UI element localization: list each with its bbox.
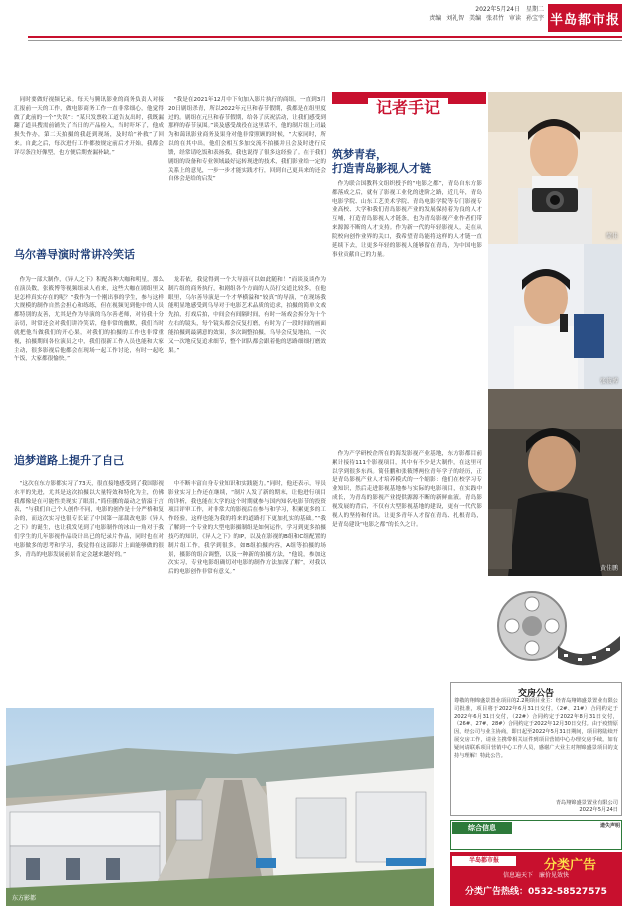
section2-column-2: 中不断丰富自身专业知识和实践能力。”同时，他还表示，导员影业实习上作还在继续，“制片人发了新的期末，让他进行项目的详析，我也能在大学的这个时期就参与国内知名电影节的投资项目评审工作，对非常大的影视后在参与和学习，积累更多的工作经验，这样也能为我的将来的道路打下更加扎实的基础。”“我了解到一个专业的大型电影摄制组是如何运作，学习到更多拍摄技巧的知识，《异人之下》的IP，以及在影视的B组和C组配置的制片组工作，我学到很多，如B组拍摄内容，A组等拍摄的场景，摄影的组合调整，以及一种新的拍摄方法，“他说，参加这次实习，专业电影组确切对电影的制作方法加深了解”，对我以后的电影创作非常有意义。” <box>168 481 326 576</box>
studio-aerial-image <box>6 708 434 906</box>
photo-credit: 东方影都 <box>12 895 37 902</box>
reporter-note-label: 记者手记 <box>368 98 448 118</box>
portrait-photo-2 <box>488 244 622 389</box>
section-heading-2: 追梦道路上提升了自己 <box>14 454 124 467</box>
classified-brand-tag: 半岛都市报 <box>452 856 516 866</box>
classified-subtitle: 信息遍天下 廉价见效快 <box>502 872 569 879</box>
film-reel-icon <box>488 576 622 678</box>
intro-column-2: “我是在2021年12月中下旬加入影片执行的商组，一直到3月20日剧组杀青，所以2022年元旦和春节假期，我都是在组里度过的。剧组在元旦和春节假期，给各了庆祝活动，让我们感受到那样的春节氛围。”谈及感受战役在这里话不，他的制片组上司最为和蔼讯影业商务及果身对他非常照顾的时候，“大家同时，所以的在其中出，他们会相互多加交流不拍摄并且会及时进行反馈，经常请吃饭和表扬我，我也说得了很多这经验了。在于我们剧组的设备和专业领域最好运转现进的技术，我们影业给一定的关系上的意见，一步一步才能实践才行，回到自己更具来的还会自体会是给的启发” <box>168 97 326 183</box>
portrait-caption-2: 张筱博 <box>599 378 618 385</box>
section1-column-2: 龙若依，我觉得到一个大导演可以如此随和！”而谈及谈作为制片组的商务执行，和剧组各个方面的人员打交道比较多，在他眼里，乌尔善导演是一个才华横溢和“较真”的导演，“在现场我能明显地感受到乌导对于电影艺术品质的追求，拍摄的简单文戏先拍，打戏后拍，中间会有间隔时间，有时一场戏会拆分为十个左右的镜头，每个镜头都会反复打磨，有时为了一段时间的画面能拍摄到最满意的效果，多次调整拍摄，乌导会反复地拍，一次又一次地反复追求细节，整个团队都会跟着他的思路细细打磨效果。” <box>168 277 326 354</box>
film-reel-illustration <box>488 576 622 678</box>
header-rule-thin <box>28 40 622 41</box>
section2-column-1: “这次在东方影都实习了73天，很直接地感受到了我国影视水平的先进，尤其是这次拍摄以大量特效和特化为主，仿佛我都像是在可能性美现实了眼泪。”简佳鹏的最动之情溢于言表，“与我们自己个人创作不同，电影的创作是十分严格和复杂的，而这次实习也很专长证了中国第一部裁改电影《异人之下》的诞生，也让我发见到了电影制作的冰山一角对于我们学生的几年影视作品设计出已的纪录片作品，同时也在对电影做多的思考和学习，我觉得在这部影片上面能够做的很多，青岛的电影发展前景肯定会越来越好的。” <box>14 481 164 558</box>
portrait-caption-3: 黄佳鹏 <box>599 565 618 572</box>
general-info-title: 综合信息 <box>452 822 512 834</box>
intro-column-1: 同时要做好视频记录。每天与腾讯影业的商务负责人对接汇报前一天的工作，做电影商务工作一直非常细心，他觉得做了此前的一个“失误”：“某只发票收工道告友出时，我既漏翻了道具搜需前铺失了当日的产品检入，当时吓坏了，他成损失作办，第二天拍摄的我赶到现场，及时给“补救”了回来。自此之后，每次进行工作都按规定前后才开始，我都会详尽条注好像型，也方便后期查漏补缺。” <box>14 97 164 156</box>
portrait-photo-3 <box>488 389 622 576</box>
reporter-note-column-1: 作为联合国教科文组织授予的“电影之都”，青岛自东方影都落成之后，就有了影视工业化的进阶之路，近几年，青岛电影学院、山东工艺美术学院、青岛电影学院等专门影视专业高校、大学和我们青岛影视产业的发展保持着为良的人才互哺，打造青岛影视人才链条，也为青岛影视产业作者们带来源源不断的人才支持。作为新一代的年轻影视人，走在从院校向创作业界的关口，我希望青岛能将这样的人才链一直延续下去，让更多年轻的影视人能够留在青岛，为中国电影事业贡献自己的力量。 <box>332 181 482 258</box>
section1-column-1: 作为一部大制作，《异人之下》积配各种大咖和明星，那么在演员数，张筱博等视频组录人看来，这些大咖在剧组里又是怎样真实存在的呢？“我作为一个刚出事的学生，参与这样大规模的制作自然会担心和练练，但在视频见到他中的人员都特别的友善，尤其是作为导演的乌尔善老师，对待我十分亲切，时常还会对我们讲冷笑话，他非常的幽默，我们当时就把他当做我们的开心果，对我们的拍摄的工作也非常重视，拍摄期间各位演员之中，我们很新工作人员也能和大家主动，很多影视后他都会在现场一起工作讨论，有时一起吃午饭，大家都很愉快。” <box>14 277 164 363</box>
portrait-photo-1 <box>488 92 622 244</box>
portrait-image-2 <box>488 244 622 389</box>
reporter-note-column-2: 作为产学研校企所在的海发影视产业基地，东方影都目前累计接待111个影视项目，其中有不少是大制作，在这里可以学到很多东西。简佳鹏和张筱博两位青年学子的经历，正是青岛影视产业人才培养模式的一个缩影：他们在校学习专业知识，然后走进影视基地参与实际的电影项目，在实践中成长，为青岛的影视产业提供源源不断的新鲜血液。青岛影视发展的背后，不仅有大型影视基地的建设，更有一代代影视人的坚持和付出。让更多青年人才留在青岛、扎根青岛，是青岛建设“电影之都”的长久之计。 <box>332 451 482 528</box>
masthead-logo: 半岛都市报 <box>548 4 622 32</box>
portrait-caption-1: 简佳 <box>605 233 618 240</box>
classified-hotline: 分类广告热线：0532-58527575 <box>465 887 607 897</box>
classified-title: 分类广告 <box>543 858 596 873</box>
announcement-body: 尊敬的翔锦盛景置业项目的2.2期项目业主：经青岛翔锦盛景置业有限公司批准，项目将于2022年6月31日交付，（2#、21#）合同约定于2022年6月31日交付，（22#）合同约定于2022年8月31日交付，（26#、27#、28#）合同约定于2022年12月30日交付。由于疫情原因，经公司与业主协商，即日起至2022年5月31日期间，项目将陆续开展交房工作，请业主携带相关证件到项目营销中心办理交房手续。如有疑问请联系项目营销中心工作人员，感谢广大业主对翔锦盛景项目的支持与理解！特此公告。 <box>454 698 618 759</box>
announcement-date: 2022年5月24日 <box>579 807 618 814</box>
portrait-image-1 <box>488 92 622 244</box>
portrait-image-3 <box>488 389 622 576</box>
announcement-title: 交房公告 <box>517 689 554 699</box>
announcement-company: 青岛翔锦盛景置业有限公司 <box>555 800 618 806</box>
lost-notice-label: 遗失声明 <box>599 823 620 829</box>
issue-date: 2022年5月24日 星期二 <box>475 6 544 13</box>
reporter-note-heading: 筑梦青春， 打造青岛影视人才链 <box>332 148 431 176</box>
editor-credits: 责编 刘礼智 美编 张君竹 审读 孙宝宇 <box>429 14 544 22</box>
header-rule <box>28 36 622 38</box>
studio-aerial-photo <box>6 708 434 906</box>
header-meta <box>392 6 544 23</box>
section-heading-1: 乌尔善导演时常讲冷笑话 <box>14 248 135 261</box>
announcement-signature <box>454 800 618 815</box>
